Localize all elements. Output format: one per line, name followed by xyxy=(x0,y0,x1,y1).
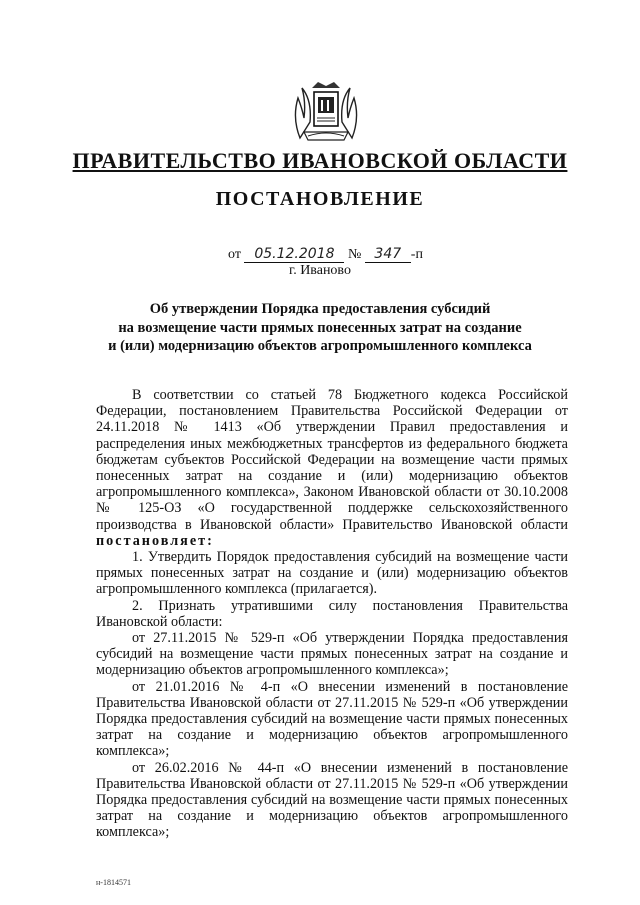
repealed-act-3: от 26.02.2016 № 44-п «О внесении изменений в постановление Правительства Ивановской области от 27.11.2015 № 529-п «Об утверждении Порядка предоставления субсидий на возмещение части прямых понесенных затрат на создание и модернизацию объектов агропромышленного комплекса»; xyxy=(96,759,568,841)
document-body xyxy=(96,387,568,841)
item-2: 2. Признать утратившими силу постановления Правительства Ивановской области: xyxy=(96,597,568,630)
number-suffix: -п xyxy=(410,247,423,262)
repealed-act-2: от 21.01.2016 № 4-п «О внесении изменений в постановление Правительства Ивановской области от 27.11.2015 № 529-п «Об утверждении Порядка предоставления субсидий на возмещение части прямых понесенных затрат на создание и модернизацию объектов агропромышленного комплекса»; xyxy=(96,678,568,760)
government-title: ПРАВИТЕЛЬСТВО ИВАНОВСКОЙ ОБЛАСТИ xyxy=(72,148,568,173)
document-subject xyxy=(80,300,560,356)
resolves-word: постановляет: xyxy=(96,532,214,549)
document-number: 347 xyxy=(365,246,411,263)
subject-line: Об утверждении Порядка предоставления субсидий xyxy=(149,301,491,317)
date-number-line xyxy=(228,246,423,263)
coat-of-arms-icon xyxy=(290,78,362,144)
footer-code: н-1814571 xyxy=(96,878,131,887)
number-sign: № xyxy=(347,247,362,262)
date-prefix: от xyxy=(228,247,241,262)
city: г. Иваново xyxy=(289,263,351,278)
item-1: 1. Утвердить Порядок предоставления субсидий на возмещение части прямых понесенных затрат на создание и (или) модернизацию объектов агропромышленного комплекса (прилагается). xyxy=(96,549,568,598)
preamble-paragraph xyxy=(96,387,568,549)
repealed-act-1: от 27.11.2015 № 529-п «Об утверждении Порядка предоставления субсидий на возмещение части прямых понесенных затрат на создание и модернизацию объектов агропромышленного комплекса»; xyxy=(96,630,568,679)
document-date: 05.12.2018 xyxy=(244,246,344,263)
preamble-text: В соответствии со статьей 78 Бюджетного кодекса Российской Федерации, постановлением Правительства Российской Федерации от 24.11.2018 № 1413 «Об утверждении Правил предоставления и распределения иных межбюджетных трансфертов из федерального бюджета бюджетам субъектов Российской Федерации на возмещение части прямых понесенных затрат на создание и (или) модернизацию объектов агропромышленного комплекса», Законом Ивановской области от 30.10.2008 № 125-ОЗ «О государственной поддержке сельскохозяйственного производства в Ивановской области» Правительство Ивановской области xyxy=(96,387,568,533)
document-type: ПОСТАНОВЛЕНИЕ xyxy=(215,188,425,210)
subject-line: на возмещение части прямых понесенных затрат на создание xyxy=(118,319,522,336)
subject-line: и (или) модернизацию объектов агропромышленного комплекса xyxy=(108,338,532,354)
